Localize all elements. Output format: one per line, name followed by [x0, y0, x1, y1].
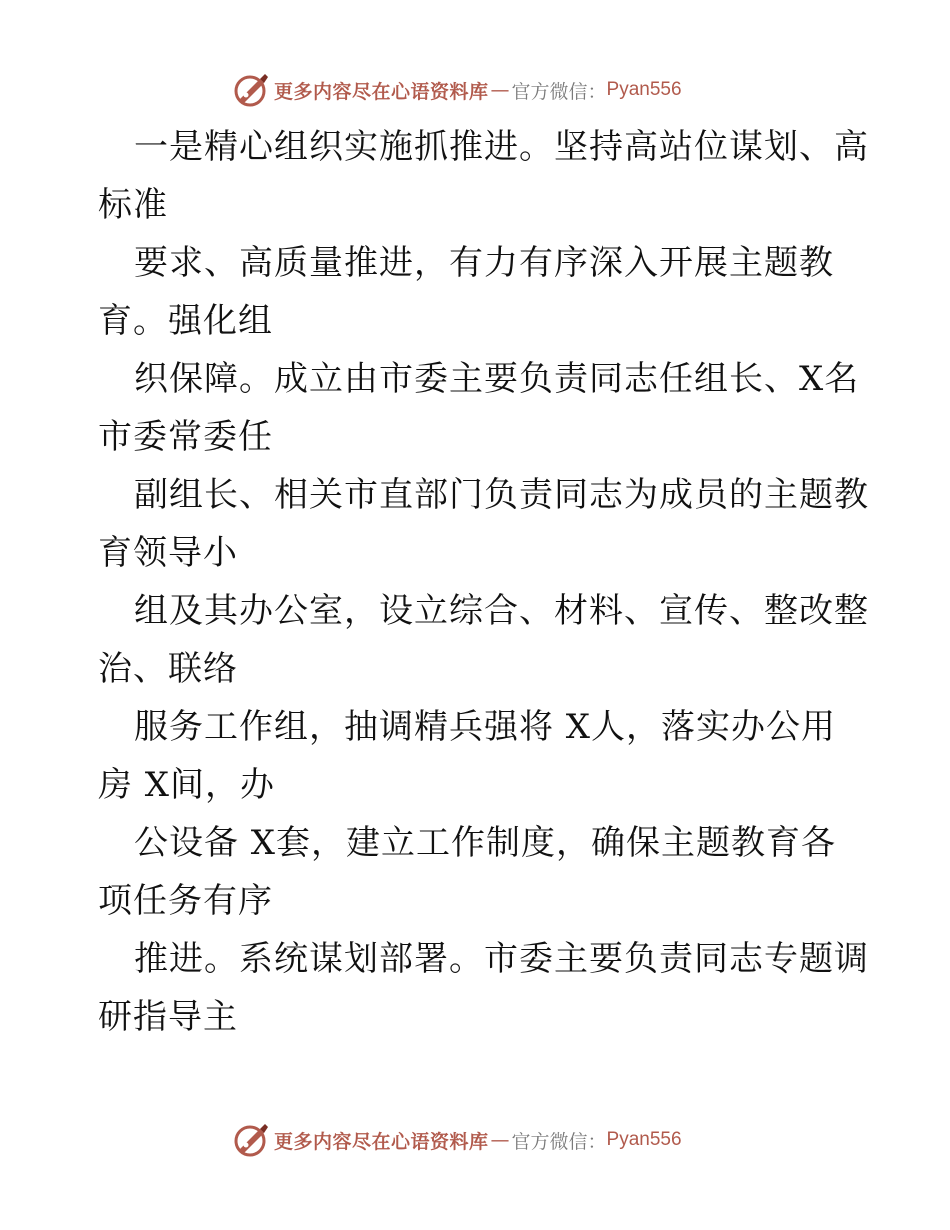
text-line: 公设备 X套，建立工作制度，确保主题教育各	[134, 823, 837, 863]
text-line: 育。强化组	[98, 301, 273, 341]
text-line: 治、联络	[98, 649, 238, 689]
text-line: 研指导主	[98, 997, 238, 1037]
text-line: 副组长、相关市直部门负责同志为成员的主题教	[134, 475, 869, 515]
banner-text: 更多内容尽在心语资料库	[274, 80, 489, 103]
text-line: 织保障。成立由市委主要负责同志任组长、X名	[134, 359, 860, 399]
text-line: 项任务有序	[98, 881, 273, 921]
footer-banner	[232, 1120, 682, 1160]
banner-text: 更多内容尽在心语资料库	[274, 1130, 489, 1153]
banner-wechat-id: Pyan556	[606, 79, 682, 100]
document-body	[98, 118, 869, 1046]
text-line: 推进。系统谋划部署。市委主要负责同志专题调	[134, 939, 869, 979]
pen-logo-icon	[232, 71, 270, 109]
text-line: 组及其办公室，设立综合、材料、宣传、整改整	[134, 591, 869, 631]
text-line: 一是精心组织实施抓推进。坚持高站位谋划、高	[134, 127, 869, 167]
header-banner	[232, 70, 682, 110]
text-line: 服务工作组，抽调精兵强将 X人，落实办公用	[134, 707, 837, 747]
banner-dash: —	[490, 79, 510, 101]
text-line: 市委常委任	[98, 417, 273, 457]
text-line: 标准	[98, 185, 168, 225]
text-line: 育领导小	[98, 533, 238, 573]
text-line: 房 X间，办	[98, 765, 276, 805]
banner-wechat-id: Pyan556	[606, 1129, 682, 1150]
pen-logo-icon	[232, 1121, 270, 1159]
banner-dash: —	[490, 1129, 510, 1151]
text-line: 要求、高质量推进，有力有序深入开展主题教	[134, 243, 834, 283]
banner-wechat-label: 官方微信：	[511, 1130, 607, 1153]
banner-wechat-label: 官方微信：	[511, 80, 607, 103]
